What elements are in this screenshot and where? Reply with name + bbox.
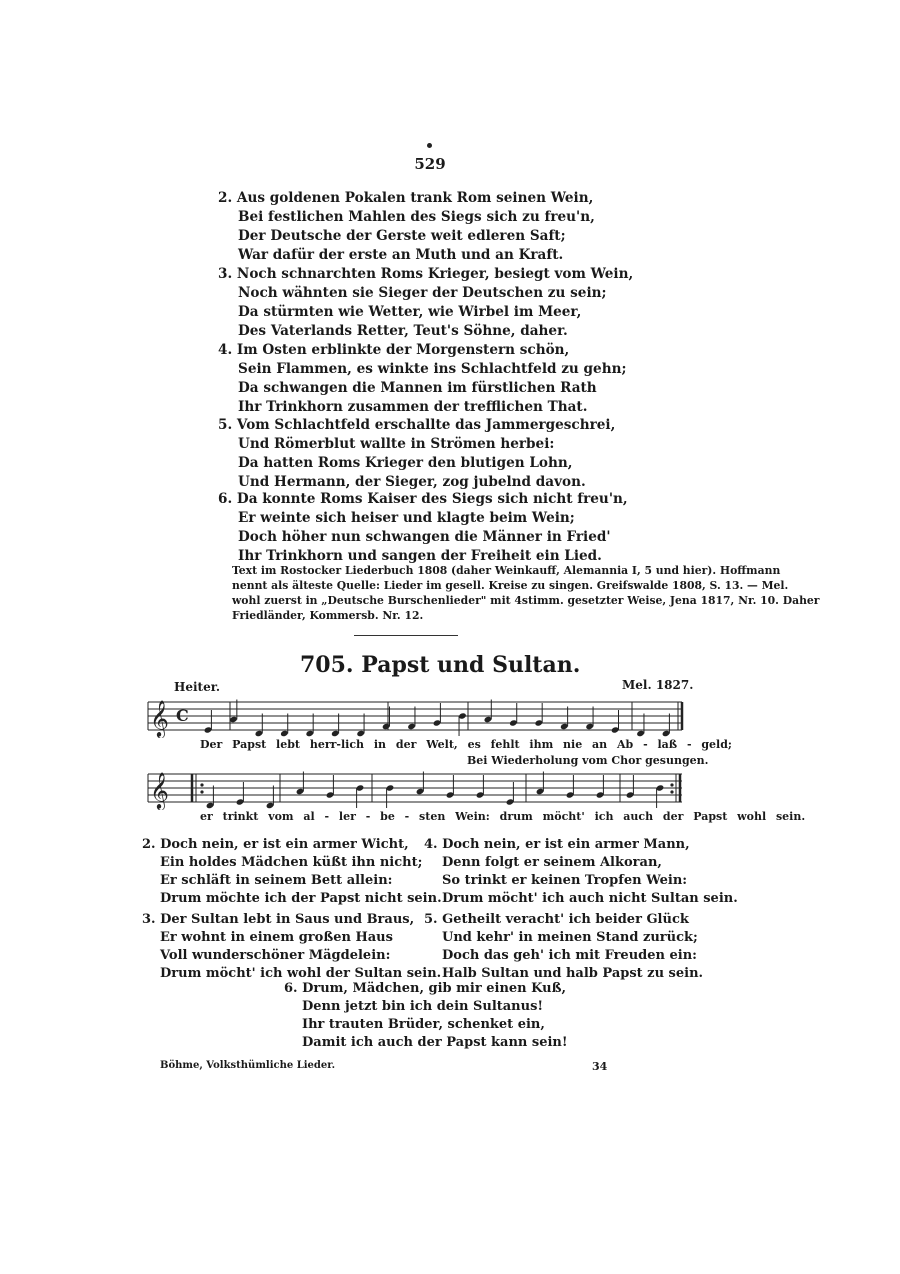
music-staff-2 bbox=[146, 766, 686, 810]
stanza-b3: 3. Der Sultan lebt in Saus und Braus, Er wohnt in einem großen Haus Voll wunderschöner Mägdelein: Drum möcht' ich wohl der Sultan sein. bbox=[142, 912, 442, 981]
page-number: 529 bbox=[414, 155, 446, 173]
stanza-5: 5. Vom Schlachtfeld erschallte das Jammergeschrei, Und Römerblut wallte in Strömen herbei: Da hatten Roms Krieger den blutigen Lohn, Und Hermann, der Sieger, zog jubelnd davon. bbox=[218, 417, 616, 490]
stanza-2: 2. Aus goldenen Pokalen trank Rom seinen Wein, Bei festlichen Mahlen des Siegs sich zu freu'n, Der Deutsche der Gerste weit edleren Saft; War dafür der erste an Muth und an Kraft. bbox=[218, 190, 595, 263]
song-title: 705. Papst und Sultan. bbox=[300, 652, 581, 678]
section-divider bbox=[354, 635, 458, 636]
stanza-4: 4. Im Osten erblinkte der Morgenstern schön, Sein Flammen, es winkte ins Schlachtfeld zu gehn; Da schwangen die Mannen im fürstlichen Rath Ihr Trinkhorn zusammen der trefflichen That. bbox=[218, 342, 627, 415]
stanza-3: 3. Noch schnarchten Roms Krieger, besiegt vom Wein, Noch wähnten sie Sieger der Deutschen zu sein; Da stürmten wie Wetter, wie Wirbel im Meer, Des Vaterlands Retter, Teut's Söhne, daher. bbox=[218, 266, 634, 339]
stanza-6: 6. Da konnte Roms Kaiser des Siegs sich nicht freu'n, Er weinte sich heiser und klagte beim Wein; Doch höher nun schwangen die Männer in Fried' Ihr Trinkhorn und sangen der Freiheit ein Lied. bbox=[218, 491, 628, 564]
lyrics-line-2: er trinkt vom al - ler - be - sten Wein: drum möcht' ich auch der Papst wohl sein. bbox=[200, 810, 806, 823]
repeat-note: Bei Wiederholung vom Chor gesungen. bbox=[467, 754, 709, 767]
footer-signature-mark: 34 bbox=[592, 1060, 608, 1073]
source-note: Text im Rostocker Liederbuch 1808 (daher Weinkauff, Alemannia I, 5 und hier). Hoffmann nennt als älteste Quelle: Lieder im gesell. Kreise zu singen. Greifswalde 1808, S. 13. — Mel. wohl zuerst in „Deutsche Burschenlieder" mit 4stimm. gesetzter Weise, Jena 1817, Nr. 10. Daher Friedländer, Kommersb. Nr. 12. bbox=[232, 564, 820, 622]
page-ornament-dot bbox=[427, 143, 432, 148]
treble-clef-icon: 𝄞 bbox=[150, 771, 169, 809]
common-time-icon: C bbox=[176, 706, 189, 725]
stanza-b6: 6. Drum, Mädchen, gib mir einen Kuß, Denn jetzt bin ich dein Sultanus! Ihr trauten Brüder, schenket ein, Damit ich auch der Papst kann sein! bbox=[284, 981, 568, 1050]
stanza-b2: 2. Doch nein, er ist ein armer Wicht, Ein holdes Mädchen küßt ihn nicht; Er schläft in seinem Bett allein: Drum möchte ich der Papst nicht sein. bbox=[142, 837, 442, 906]
music-staff-1 bbox=[146, 694, 686, 738]
melody-date: Mel. 1827. bbox=[622, 678, 694, 692]
tempo-marking: Heiter. bbox=[174, 680, 221, 694]
stanza-b4: 4. Doch nein, er ist ein armer Mann, Denn folgt er seinem Alkoran, So trinkt er keinen Tropfen Wein: Drum möcht' ich auch nicht Sultan sein. bbox=[424, 837, 738, 906]
stanza-b5: 5. Getheilt veracht' ich beider Glück Und kehr' in meinen Stand zurück; Doch das geh' ich mit Freuden ein: Halb Sultan und halb Papst zu sein. bbox=[424, 912, 704, 981]
footer-source: Böhme, Volksthümliche Lieder. bbox=[160, 1060, 336, 1071]
treble-clef-icon: 𝄞 bbox=[150, 699, 169, 737]
lyrics-line-1: Der Papst lebt herr-lich in der Welt, es fehlt ihm nie an Ab - laß - geld; bbox=[200, 738, 732, 751]
